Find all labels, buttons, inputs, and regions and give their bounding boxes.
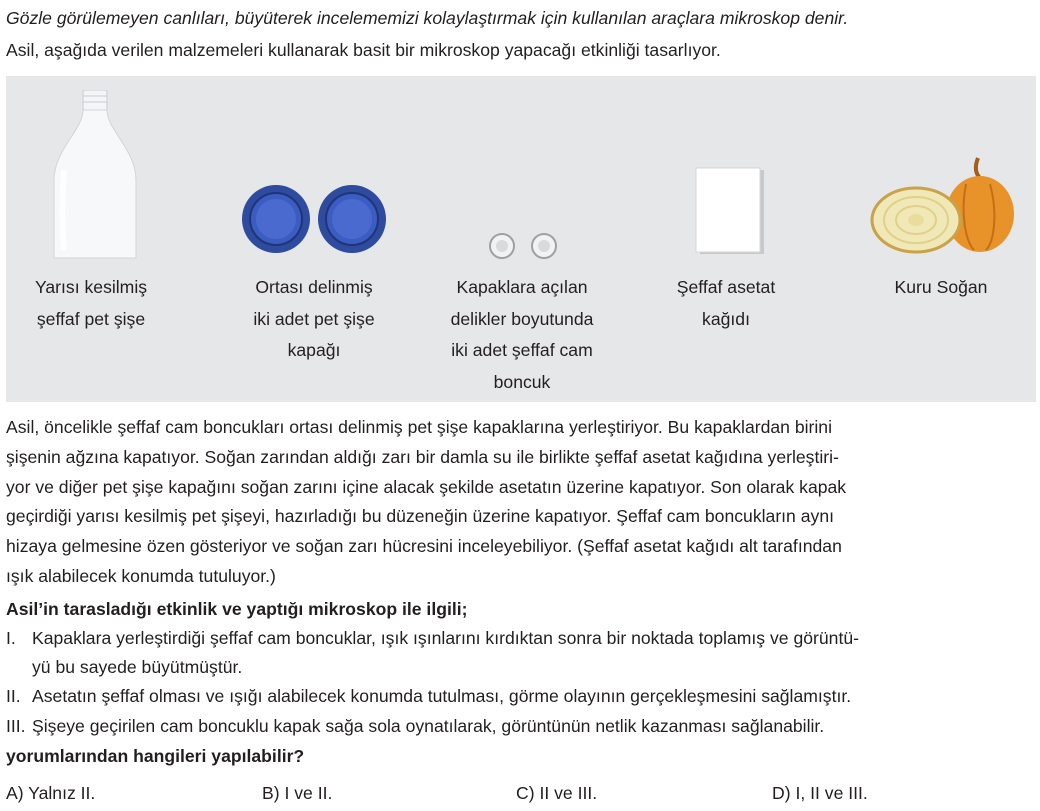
caption-line: şeffaf pet şişe — [36, 308, 146, 329]
paragraph-line: geçirdiği yarısı kesilmiş pet şişeyi, hazırladığı bu düzeneğin üzerine kapatıyor. Şeffaf cam boncukların aynı — [6, 506, 834, 527]
question-lead: Asil’in tarasladığı etkinlik ve yaptığı mikroskop ile ilgili; — [6, 599, 468, 619]
material-acetate — [646, 76, 806, 402]
acetate-sheet-icon — [694, 166, 768, 258]
paragraph-line: Asil, öncelikle şeffaf cam boncukları ortası delinmiş pet şişe kapaklarına yerleştiriyor. Bu kapaklardan birini — [6, 417, 832, 437]
intro-line-2: Asil, aşağıda verilen malzemeleri kullanarak basit bir mikroskop yapacağı etkinliği tasarlıyor. — [6, 40, 721, 60]
onion-icon — [870, 154, 1016, 256]
option-c[interactable]: C) II ve III. — [516, 783, 598, 803]
bottle-caps-icon — [240, 184, 390, 254]
statement-text: Şişeye geçirilen cam boncuklu kapak sağa sola oynatılarak, görüntünün netlik kazanması sağlanabilir. — [32, 716, 825, 736]
material-caps — [230, 76, 398, 402]
option-d[interactable]: D) I, II ve III. — [772, 783, 868, 803]
paragraph-line: hizaya gelmesine özen gösteriyor ve soğan zarı hücresini inceleyebiliyor. (Şeffaf asetat kağıdı alt tarafından — [6, 536, 842, 557]
statement-1-continuation: yü bu sayede büyütmüştür. — [32, 657, 243, 677]
caption-line: boncuk — [493, 371, 551, 392]
statement-2 — [6, 686, 851, 707]
caption-line: Şeffaf asetat — [676, 277, 776, 297]
caption-line: iki adet şeffaf cam — [451, 340, 593, 360]
caption-line: delikler boyutunda — [450, 308, 594, 329]
statement-text: Asetatın şeffaf olması ve ışığı alabilecek konumda tutulması, görme olayının gerçekleşmesini sağlamıştır. — [32, 686, 852, 706]
paragraph-line: yor ve diğer pet şişe kapağını soğan zarını içine alacak şekilde asetatın üzerine kapatıyor. Son olarak kapak — [6, 476, 847, 497]
caption-line: kapağı — [287, 340, 341, 360]
material-bottle — [6, 76, 176, 402]
plastic-bottle-icon — [50, 90, 140, 260]
glass-beads-icon — [488, 232, 560, 260]
caption-line: Ortası delinmiş — [255, 277, 373, 297]
question-prompt: yorumlarından hangileri yapılabilir? — [6, 746, 305, 766]
material-beads — [424, 76, 620, 402]
caption-line: iki adet pet şişe — [253, 308, 375, 329]
caption-line: kağıdı — [702, 308, 750, 329]
caption-line: Kapaklara açılan — [456, 277, 588, 297]
option-a[interactable]: A) Yalnız II. — [6, 783, 96, 803]
option-b[interactable]: B) I ve II. — [262, 783, 333, 803]
statement-number: III. — [6, 716, 26, 736]
material-onion — [866, 76, 1016, 402]
intro-line-1: Gözle görülemeyen canlıları, büyüterek incelememizi kolaylaştırmak için kullanılan araçlara mikroskop denir. — [6, 8, 849, 28]
statement-number: I. — [6, 628, 16, 648]
caption-line: Yarısı kesilmiş — [34, 277, 148, 297]
materials-panel — [6, 76, 1036, 402]
procedure-paragraph — [6, 413, 1034, 592]
caption-line: Kuru Soğan — [894, 277, 988, 297]
statement-number: II. — [6, 686, 21, 706]
statement-1 — [6, 628, 859, 649]
paragraph-line: ışık alabilecek konumda tutuluyor.) — [6, 565, 276, 586]
paragraph-line: şişenin ağzına kapatıyor. Soğan zarından aldığı zarı bir damla su ile birlikte şeffaf asetat kağıdına yerleştiri- — [6, 446, 839, 467]
statement-text: Kapaklara yerleştirdiği şeffaf cam boncuklar, ışık ışınlarını kırdıktan sonra bir noktada toplamış ve görüntü- — [32, 628, 859, 648]
statement-3 — [6, 716, 824, 737]
